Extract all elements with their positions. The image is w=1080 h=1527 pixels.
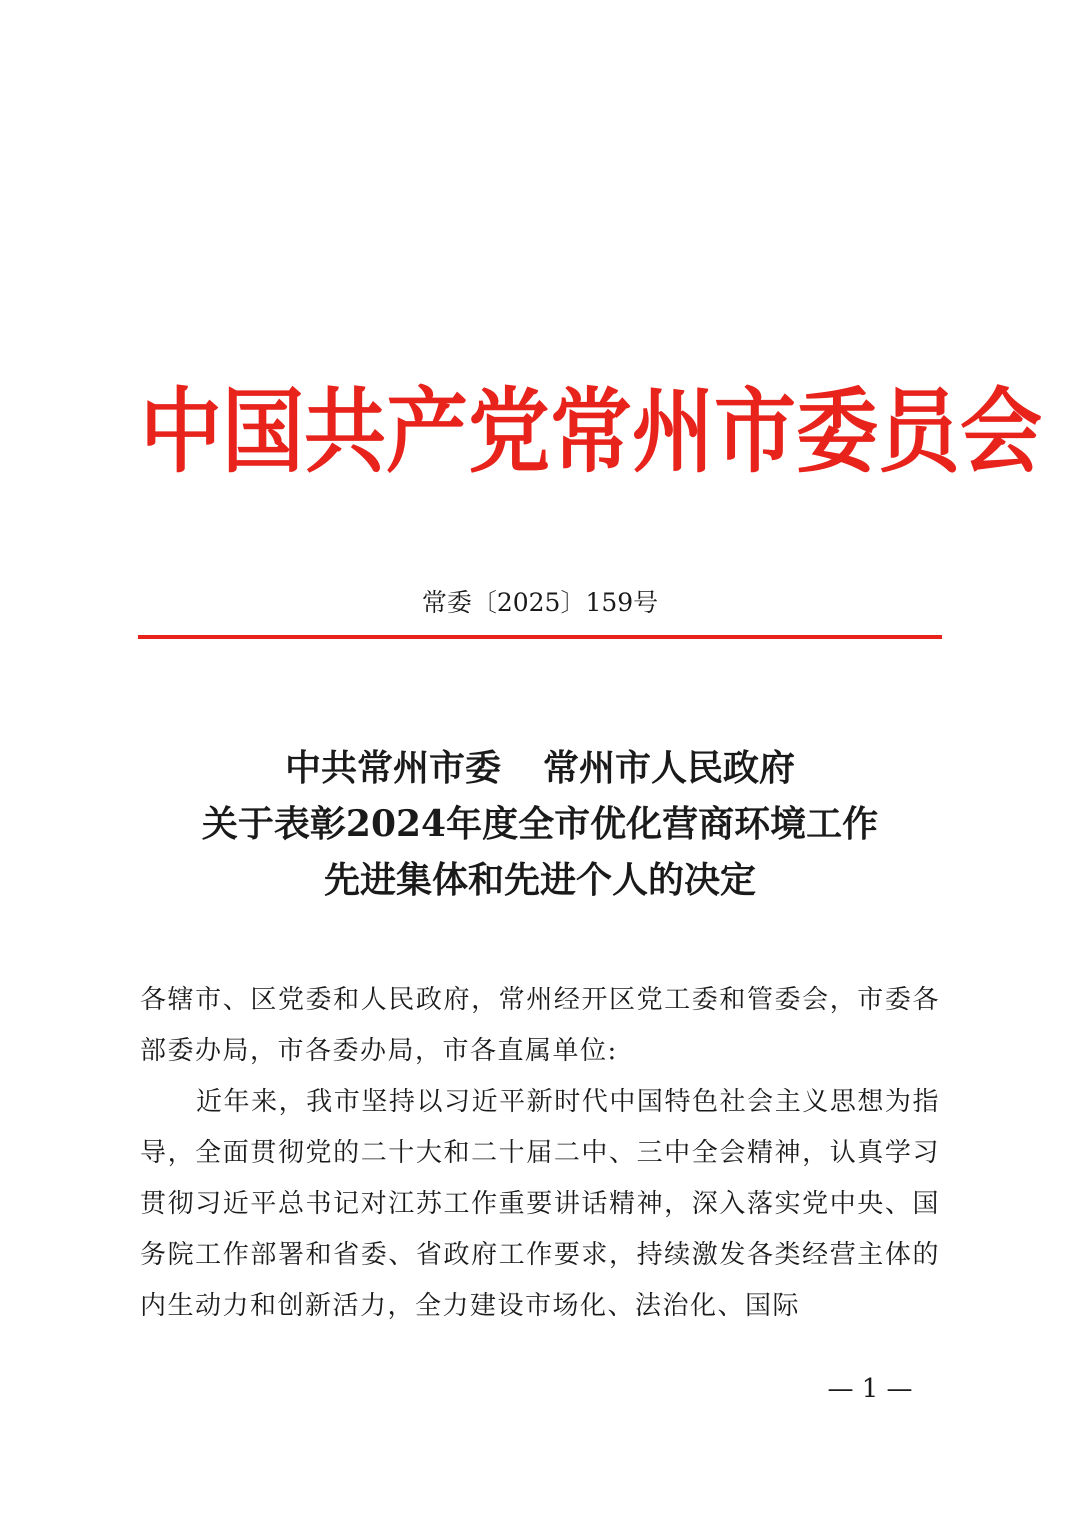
title-line-recipients: 先进集体和先进个人的决定	[323, 859, 756, 901]
organization-header: 中国共产党常州市委员会	[140, 378, 1043, 486]
body-paragraph: 近年来，我市坚持以习近平新时代中国特色社会主义思想为指导，全面贯彻党的二十大和二十届二中、三中全会精神，认真学习贯彻习近平总书记对江苏工作重要讲话精神，深入落实党中央、国务院工作部署和省委、省政府工作要求，持续激发各类经营主体的内生动力和创新活力，全力建设市场化、法治化、国际	[140, 1087, 940, 1321]
issuer-city-government: 常州市人民政府	[543, 747, 796, 789]
issuer-party-committee: 中共常州市委	[284, 747, 501, 789]
document-title	[140, 740, 940, 908]
red-divider-line	[138, 635, 942, 639]
document-number: 常委〔2025〕159号	[421, 588, 659, 617]
title-line-issuers	[140, 740, 940, 796]
title-line-subject: 关于表彰2024年度全市优化营商环境工作	[201, 803, 879, 845]
page-number: — 1 —	[827, 1374, 913, 1404]
addressees-paragraph: 各辖市、区党委和人民政府，常州经开区党工委和管委会，市委各部委办局，市各委办局，市各直属单位:	[140, 985, 940, 1066]
document-body	[140, 975, 940, 1332]
